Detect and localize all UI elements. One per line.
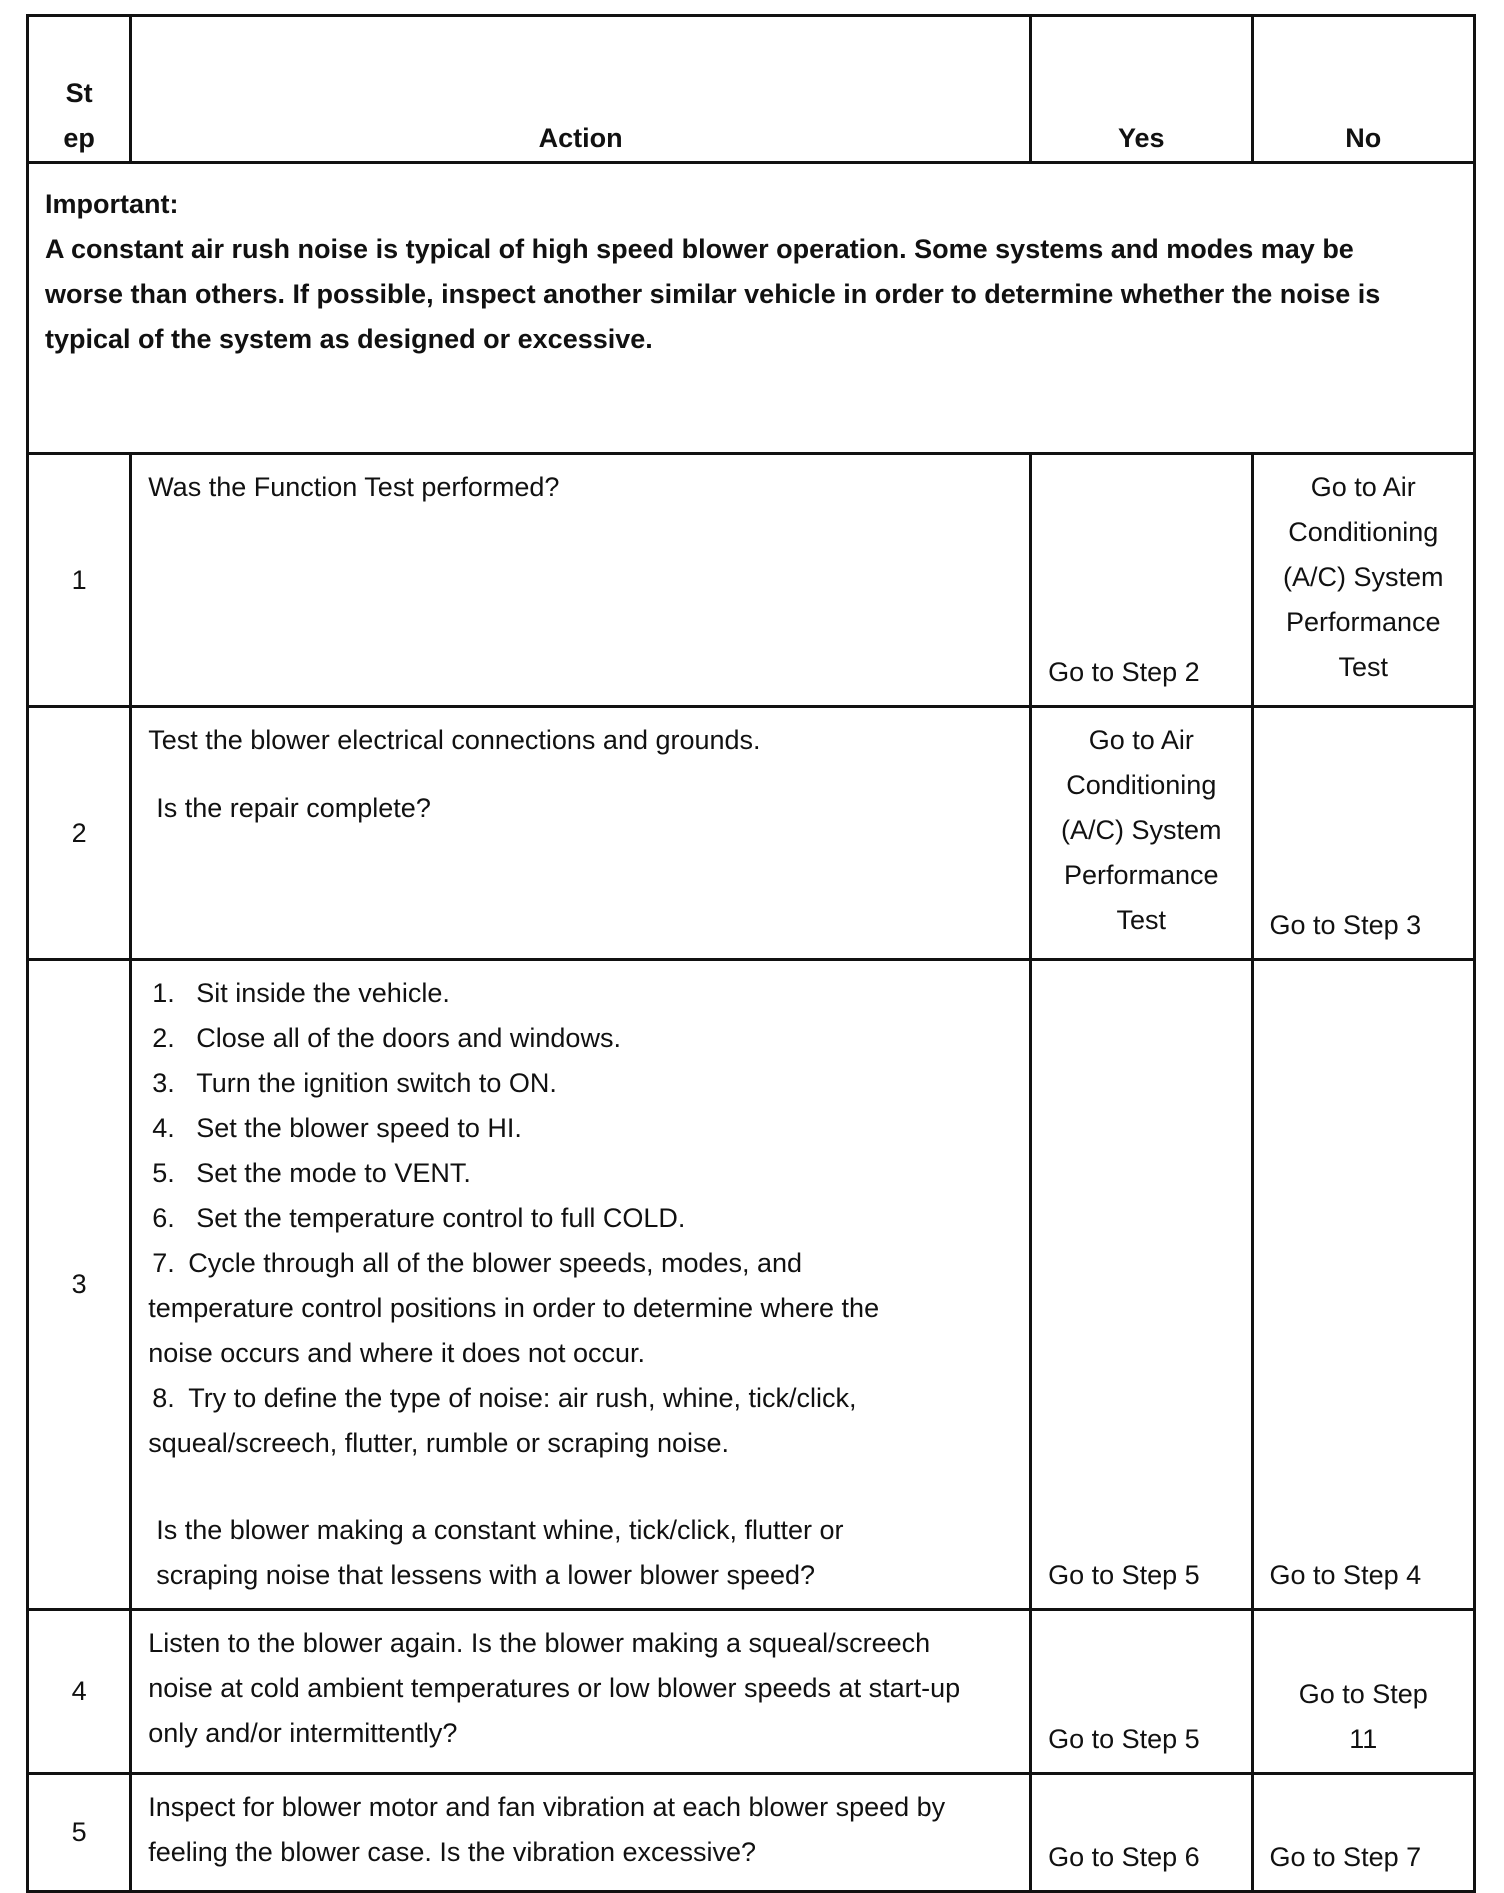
diagnostic-table bbox=[26, 14, 1476, 1893]
step-no: Go to Step 7 bbox=[1252, 1774, 1474, 1892]
step-number: 2 bbox=[28, 707, 131, 960]
important-note bbox=[28, 163, 1475, 454]
table-row bbox=[28, 454, 1475, 707]
step-action-text: Test the blower electrical connections and grounds. bbox=[148, 725, 761, 755]
header-row bbox=[28, 16, 1475, 163]
procedure-list bbox=[148, 971, 1013, 1466]
step-yes: Go to Step 5 bbox=[1031, 1610, 1252, 1774]
list-item: 6. Set the temperature control to full COLD. bbox=[152, 1203, 686, 1233]
list-item: 2. Close all of the doors and windows. bbox=[152, 1023, 621, 1053]
step-yes: Go to Air Conditioning (A/C) System Performance Test bbox=[1031, 707, 1252, 960]
step-action bbox=[131, 1610, 1031, 1774]
header-action: Action bbox=[131, 16, 1031, 163]
header-yes: Yes bbox=[1031, 16, 1252, 163]
header-step: St ep bbox=[28, 16, 131, 163]
step-no bbox=[1252, 1610, 1474, 1774]
step-action-question: Is the blower making a constant whine, tick/click, flutter or scraping noise that lessens with a lower blower speed? bbox=[156, 1515, 844, 1590]
step-action-text: Inspect for blower motor and fan vibration at each blower speed by feeling the blower case. Is the vibration excessive? bbox=[148, 1792, 946, 1867]
step-no: Go to Step 3 bbox=[1252, 707, 1474, 960]
step-no: Go to Step 4 bbox=[1252, 960, 1474, 1610]
important-text: A constant air rush noise is typical of high speed blower operation. Some systems and modes may be worse than others. If possible, inspect another similar vehicle in order to determine whether the noise is typical of the system as designed or excessive. bbox=[45, 234, 1381, 354]
header-no: No bbox=[1252, 16, 1474, 163]
step-yes: Go to Step 6 bbox=[1031, 1774, 1252, 1892]
list-item: 5. Set the mode to VENT. bbox=[152, 1158, 471, 1188]
step-number: 4 bbox=[28, 1610, 131, 1774]
list-item: 8. Try to define the type of noise: air rush, whine, tick/click, squeal/screech, flutter, rumble or scraping noise. bbox=[148, 1383, 857, 1458]
step-yes: Go to Step 5 bbox=[1031, 960, 1252, 1610]
table-row bbox=[28, 707, 1475, 960]
step-action bbox=[131, 960, 1031, 1610]
step-number: 5 bbox=[28, 1774, 131, 1892]
important-row bbox=[28, 163, 1475, 454]
step-action: Was the Function Test performed? bbox=[131, 454, 1031, 707]
step-action-question: Is the repair complete? bbox=[156, 793, 431, 823]
step-no-text: Go to Step 11 bbox=[1298, 1679, 1428, 1754]
list-item: 1. Sit inside the vehicle. bbox=[152, 978, 450, 1008]
list-item: 3. Turn the ignition switch to ON. bbox=[152, 1068, 557, 1098]
list-item: 4. Set the blower speed to HI. bbox=[152, 1113, 522, 1143]
step-action bbox=[131, 1774, 1031, 1892]
table-row bbox=[28, 960, 1475, 1610]
list-item: 7. Cycle through all of the blower speeds, modes, and temperature control positions in order to determine where the noise occurs and where it does not occur. bbox=[148, 1248, 880, 1368]
step-action bbox=[131, 707, 1031, 960]
step-action-text: Listen to the blower again. Is the blower making a squeal/screech noise at cold ambient temperatures or low blower speeds at start-up only and/or intermittently? bbox=[148, 1628, 961, 1748]
table-row bbox=[28, 1774, 1475, 1892]
step-yes: Go to Step 2 bbox=[1031, 454, 1252, 707]
table-row bbox=[28, 1610, 1475, 1774]
step-number: 1 bbox=[28, 454, 131, 707]
important-title: Important: bbox=[45, 189, 179, 219]
step-no: Go to Air Conditioning (A/C) System Performance Test bbox=[1252, 454, 1474, 707]
step-number: 3 bbox=[28, 960, 131, 1610]
